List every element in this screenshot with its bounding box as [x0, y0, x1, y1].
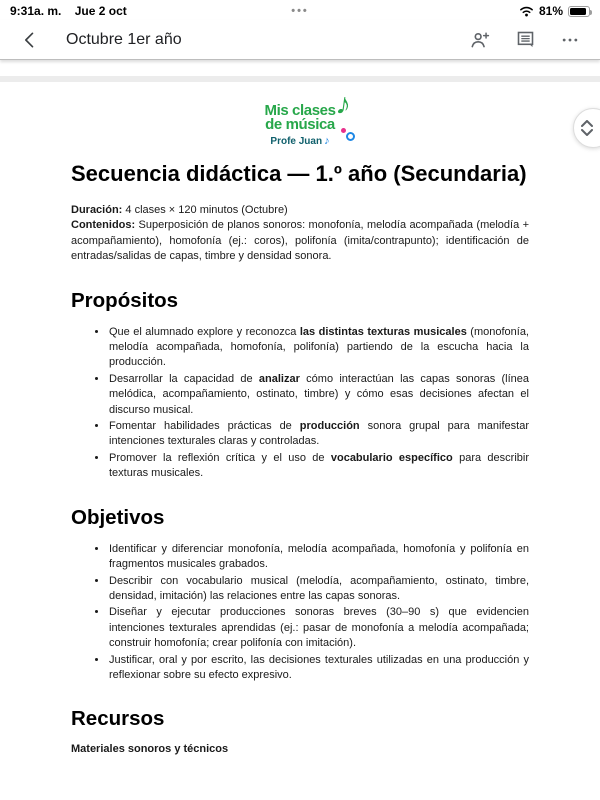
battery-percent: 81%: [538, 4, 563, 18]
bullet-list: [71, 542, 529, 684]
battery-icon: [568, 6, 590, 17]
document-name: Octubre 1er año: [66, 30, 182, 48]
blue-ring-icon: [346, 132, 355, 141]
music-note-icon: ♪: [324, 135, 330, 147]
status-right: [519, 4, 590, 18]
status-left: [10, 4, 137, 18]
more-dots-icon: [560, 30, 580, 50]
header-actions: [469, 29, 580, 51]
meta-line: Duración: 4 clases × 120 minutos (Octubre): [71, 204, 288, 216]
bullet-item: • Identificar y diferenciar monofonía, melodía acompañada, homofonía y polifonía en fragmentos musicales grabados.: [108, 542, 529, 573]
bullet-item: • Que el alumnado explore y reconozca las distintas texturas musicales (monofonía, melodía acompañada, homofonía, polifonía) partiendo de la escucha hacia la producción.: [108, 325, 529, 371]
materials-subheading: Materiales sonoros y técnicos: [71, 743, 229, 756]
clock: 9:31a. m.: [10, 4, 62, 18]
pink-dot-icon: [341, 128, 346, 133]
app-switcher-handle-icon: •••: [291, 5, 309, 17]
section-heading: Propósitos: [71, 288, 179, 312]
meta-line: Contenidos: Superposición de planos sonoros: monofonía, melodía acompañada (melodía + acompañamiento), homofonía (ej.: coros), polifonía (imita/contrapunto); identificación de entradas/salidas de capas, timbre y densidad sonora.: [71, 219, 529, 263]
status-date: Jue 2 oct: [74, 4, 127, 18]
bullet-item: • Desarrollar la capacidad de analizar cómo interactúan las capas sonoras (línea melódica, acompañamiento, ostinato, timbre) y cómo esas decisiones afectan el discurso musical.: [108, 372, 529, 418]
page-gap: [0, 60, 600, 76]
bullet-item: • Fomentar habilidades prácticas de producción sonora grupal para manifestar intenciones texturales claras y controladas.: [108, 419, 529, 450]
section-heading: Objetivos: [71, 505, 165, 529]
bullet-item: • Justificar, oral y por escrito, las decisiones texturales utilizadas en una producción y reflexionar sobre su efecto expresivo.: [108, 653, 529, 684]
chevron-down-icon: [581, 129, 593, 136]
person-add-icon: [469, 29, 491, 51]
more-options-button[interactable]: [560, 30, 580, 50]
bullet-item: • Describir con vocabulario musical (melodía, acompañamiento, ostinato, timbre, densidad, imitación) las relaciones entre las capas sonoras.: [108, 574, 529, 605]
logo-line-1: Mis clases: [264, 102, 336, 119]
chevron-left-icon: [20, 30, 40, 50]
mis-clases-de-musica-logo: [264, 87, 353, 147]
logo-byline: Profe Juan ♪: [270, 135, 330, 147]
bullet-list: [71, 325, 529, 482]
app-header: [0, 20, 600, 60]
wifi-icon: [519, 5, 534, 17]
comment-icon: [515, 29, 536, 50]
logo-line-2: de música: [265, 116, 335, 133]
status-bar: [0, 0, 600, 20]
section-heading: Recursos: [71, 707, 165, 731]
bullet-item: • Diseñar y ejecutar producciones sonoras breves (30–90 s) que evidencien intenciones texturales aprendidas (ej.: pasar de monofonía a melodía acompañada; construir homofonía; crear polifonía con imitación).: [108, 605, 529, 651]
logo-wrap: [71, 87, 529, 149]
back-button[interactable]: [20, 30, 40, 50]
bullet-item: • Promover la reflexión crítica y el uso de vocabulario específico para describir texturas musicales.: [108, 451, 529, 482]
document-page[interactable]: [0, 82, 600, 800]
chevron-up-icon: [581, 120, 593, 127]
doc-meta: [71, 203, 529, 265]
share-add-people-button[interactable]: [469, 29, 491, 51]
comments-button[interactable]: [515, 29, 536, 50]
doc-title: Secuencia didáctica — 1.º año (Secundaria): [71, 161, 527, 186]
doc-sections: [71, 289, 529, 732]
eighth-note-icon: ♪: [333, 87, 353, 122]
